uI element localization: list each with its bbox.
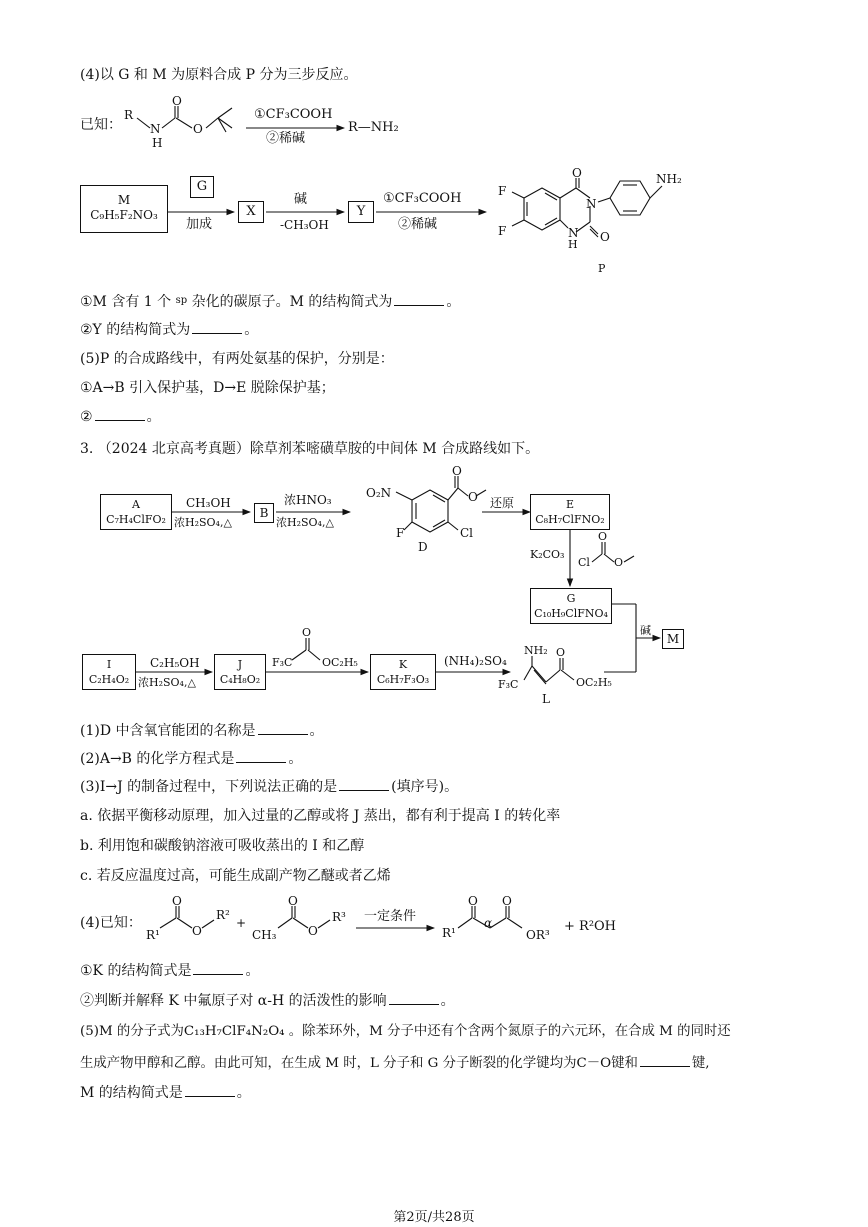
compound-l-label: L — [542, 692, 550, 706]
known1-reagent-top: ①CF₃COOH — [254, 107, 333, 122]
known2-o-d: O — [308, 924, 318, 938]
p-atom-o2: O — [600, 230, 610, 244]
compound-e-box: E C₈H₇ClFNO₂ — [530, 494, 610, 530]
option-a: a. 依据平衡移动原理，加入过量的乙醇或将 J 蒸出，都有利于提高 I 的转化率 — [80, 808, 561, 824]
answer-blank[interactable] — [236, 750, 286, 763]
q4-line2: ②Y 的结构简式为 。 — [80, 322, 259, 338]
p-atom-o1: O — [572, 166, 582, 180]
r7-atom-o: O — [302, 626, 312, 639]
compound-m-box — [80, 185, 168, 233]
compound-i-box: I C₂H₄O₂ — [82, 654, 136, 690]
compound-a-box: A C₇H₄ClFO₂ — [100, 494, 172, 530]
answer-blank[interactable] — [193, 962, 243, 975]
p-atom-f1: F — [498, 184, 507, 198]
answer-blank[interactable] — [394, 293, 444, 306]
r7-atom-f3c: F₃C — [272, 656, 293, 669]
r2-reagent: 浓HNO₃ — [284, 493, 332, 507]
known2-o-f: O — [502, 894, 512, 908]
question-1: (1)D 中含氧官能团的名称是 。 — [80, 723, 324, 739]
step3-reagent-top: ①CF₃COOH — [383, 191, 462, 206]
r5-base: 碱 — [640, 624, 651, 637]
known1-reagent-bottom: ②稀碱 — [266, 131, 306, 146]
answer-blank[interactable] — [95, 408, 145, 421]
q5-title: (5)P 的合成路线中，有两处氨基的保护，分别是： — [80, 351, 394, 367]
q4b-line1: ①K 的结构简式是 。 — [80, 963, 260, 979]
known2-plus: + — [236, 916, 247, 930]
r2-catalyst: 浓H₂SO₄,△ — [276, 516, 334, 529]
question-3: (3)I→J 的制备过程中，下列说法正确的是 (填序号)。 — [80, 779, 459, 795]
step3-reagent-bottom: ②稀碱 — [398, 217, 438, 232]
l-atom-o: O — [556, 646, 566, 659]
q5-line2: ② 。 — [80, 409, 161, 425]
known2-r1a: R¹ — [146, 928, 160, 942]
q4b-line2: ②判断并解释 K 中氟原子对 α-H 的活泼性的影响 。 — [80, 993, 455, 1009]
step2-reagent: 碱 — [294, 192, 308, 207]
answer-blank[interactable] — [339, 778, 389, 791]
known2-r3: R³ — [332, 910, 346, 924]
r4-atom-o1: O — [598, 530, 608, 543]
known1-atom-o2: O — [193, 122, 203, 136]
p-atom-n2: N — [568, 226, 579, 240]
r1-reagent: CH₃OH — [186, 496, 231, 510]
p-atom-n1: N — [586, 197, 597, 211]
p-atom-nh2: NH₂ — [656, 172, 682, 186]
compound-p-label: P — [598, 262, 606, 275]
r6-reagent: C₂H₅OH — [150, 656, 200, 670]
d-atom-o2n: O₂N — [366, 486, 392, 500]
r1-catalyst: 浓H₂SO₄,△ — [174, 516, 232, 529]
l-atom-oc2h5: OC₂H₅ — [576, 676, 612, 689]
r8-reagent: (NH₄)₂SO₄ — [444, 654, 507, 668]
known1-product: R—NH₂ — [348, 120, 399, 135]
known1-atom-h: H — [152, 136, 163, 150]
r4-atom-cl: Cl — [578, 556, 590, 569]
known2-o-e: O — [468, 894, 478, 908]
compound-g2-box: G C₁₀H₉ClFNO₄ — [530, 588, 612, 624]
r3-reagent: 还原 — [490, 496, 515, 510]
q5-line1: ①A→B 引入保护基，D→E 脱除保护基； — [80, 380, 335, 396]
answer-blank[interactable] — [192, 321, 242, 334]
d-atom-cl: Cl — [460, 526, 474, 540]
known2-label: (4)已知： — [80, 915, 142, 931]
q5b-line1: (5)M 的分子式为C₁₃H₇ClF₄N₂O₄ 。除苯环外，M 分子中还有个含两个氮原子的六元环，在合成 M 的同时还 — [80, 1024, 731, 1039]
compound-m-name: M — [117, 193, 131, 207]
known1-label: 已知： — [80, 117, 122, 133]
known2-r2: R² — [216, 908, 230, 922]
known1-atom-n: N — [150, 122, 161, 136]
answer-blank[interactable] — [640, 1054, 690, 1067]
known2-or3: OR³ — [526, 928, 550, 942]
r4-base: K₂CO₃ — [530, 548, 565, 561]
question3-title: 3. （2024 北京高考真题）除草剂苯嘧磺草胺的中间体 M 合成路线如下。 — [80, 441, 540, 457]
compound-k-box: K C₆H₇F₃O₃ — [370, 654, 436, 690]
l-structure — [524, 656, 574, 684]
compound-j-box: J C₄H₈O₂ — [214, 654, 266, 690]
compound-x-box: X — [238, 201, 264, 223]
known1-atom-o1: O — [172, 94, 182, 108]
q5b-line2: 生成产物甲醇和乙醇。由此可知，在生成 M 时，L 分子和 G 分子断裂的化学键均为C－O键和 键, — [80, 1056, 710, 1071]
compound-d-label: D — [418, 540, 428, 554]
q4-intro: (4)以 G 和 M 为原料合成 P 分为三步反应。 — [80, 67, 358, 83]
q4-line1: ①M 含有 1 个 $^{sp}$ 杂化的碳原子。M 的结构简式为 。 — [80, 294, 461, 310]
known1-atom-r: R — [124, 108, 134, 122]
option-b: b. 利用饱和碳酸钠溶液可吸收蒸出的 I 和乙醇 — [80, 838, 365, 854]
d-atom-o1: O — [452, 464, 462, 478]
d-structure — [396, 476, 486, 532]
d-atom-o2: O — [468, 490, 478, 504]
trifluoroacetate-structure — [292, 638, 320, 660]
known2-o-a: O — [172, 894, 182, 908]
r6-catalyst: 浓H₂SO₄,△ — [138, 676, 196, 689]
step1-condition: 加成 — [186, 217, 213, 232]
answer-blank[interactable] — [185, 1084, 235, 1097]
answer-blank[interactable] — [389, 992, 439, 1005]
known2-r1b: R¹ — [442, 926, 456, 940]
step2-byproduct: -CH₃OH — [280, 218, 329, 232]
d-atom-f: F — [396, 526, 405, 540]
answer-blank[interactable] — [258, 722, 308, 735]
known2-o-b: O — [192, 924, 202, 938]
known2-alpha: α — [484, 916, 493, 930]
known2-o-c: O — [288, 894, 298, 908]
l-atom-nh2: NH₂ — [524, 644, 548, 657]
option-c: c. 若反应温度过高，可能生成副产物乙醚或者乙烯 — [80, 868, 391, 884]
known2-byproduct: + R²OH — [564, 919, 617, 934]
r4-atom-o2: O — [614, 556, 624, 569]
p-atom-f2: F — [498, 224, 507, 238]
r7-atom-oc2h5: OC₂H₅ — [322, 656, 358, 669]
compound-y-box: Y — [348, 201, 374, 223]
known2-ch3: CH₃ — [252, 928, 277, 942]
question-2: (2)A→B 的化学方程式是 。 — [80, 751, 303, 767]
l-atom-f3c: F₃C — [498, 678, 519, 691]
chloroformate-structure — [592, 542, 634, 562]
compound-m-formula: C₉H₅F₂NO₃ — [90, 208, 158, 222]
q5b-line3: M 的结构简式是 。 — [80, 1085, 251, 1101]
compound-b-box: B — [254, 503, 274, 523]
page-footer: 第2页/共28页 — [393, 1210, 475, 1225]
compound-m2-box: M — [662, 629, 684, 649]
p-atom-h: H — [568, 238, 578, 251]
compound-g-box: G — [190, 176, 214, 198]
known2-condition: 一定条件 — [364, 909, 417, 924]
